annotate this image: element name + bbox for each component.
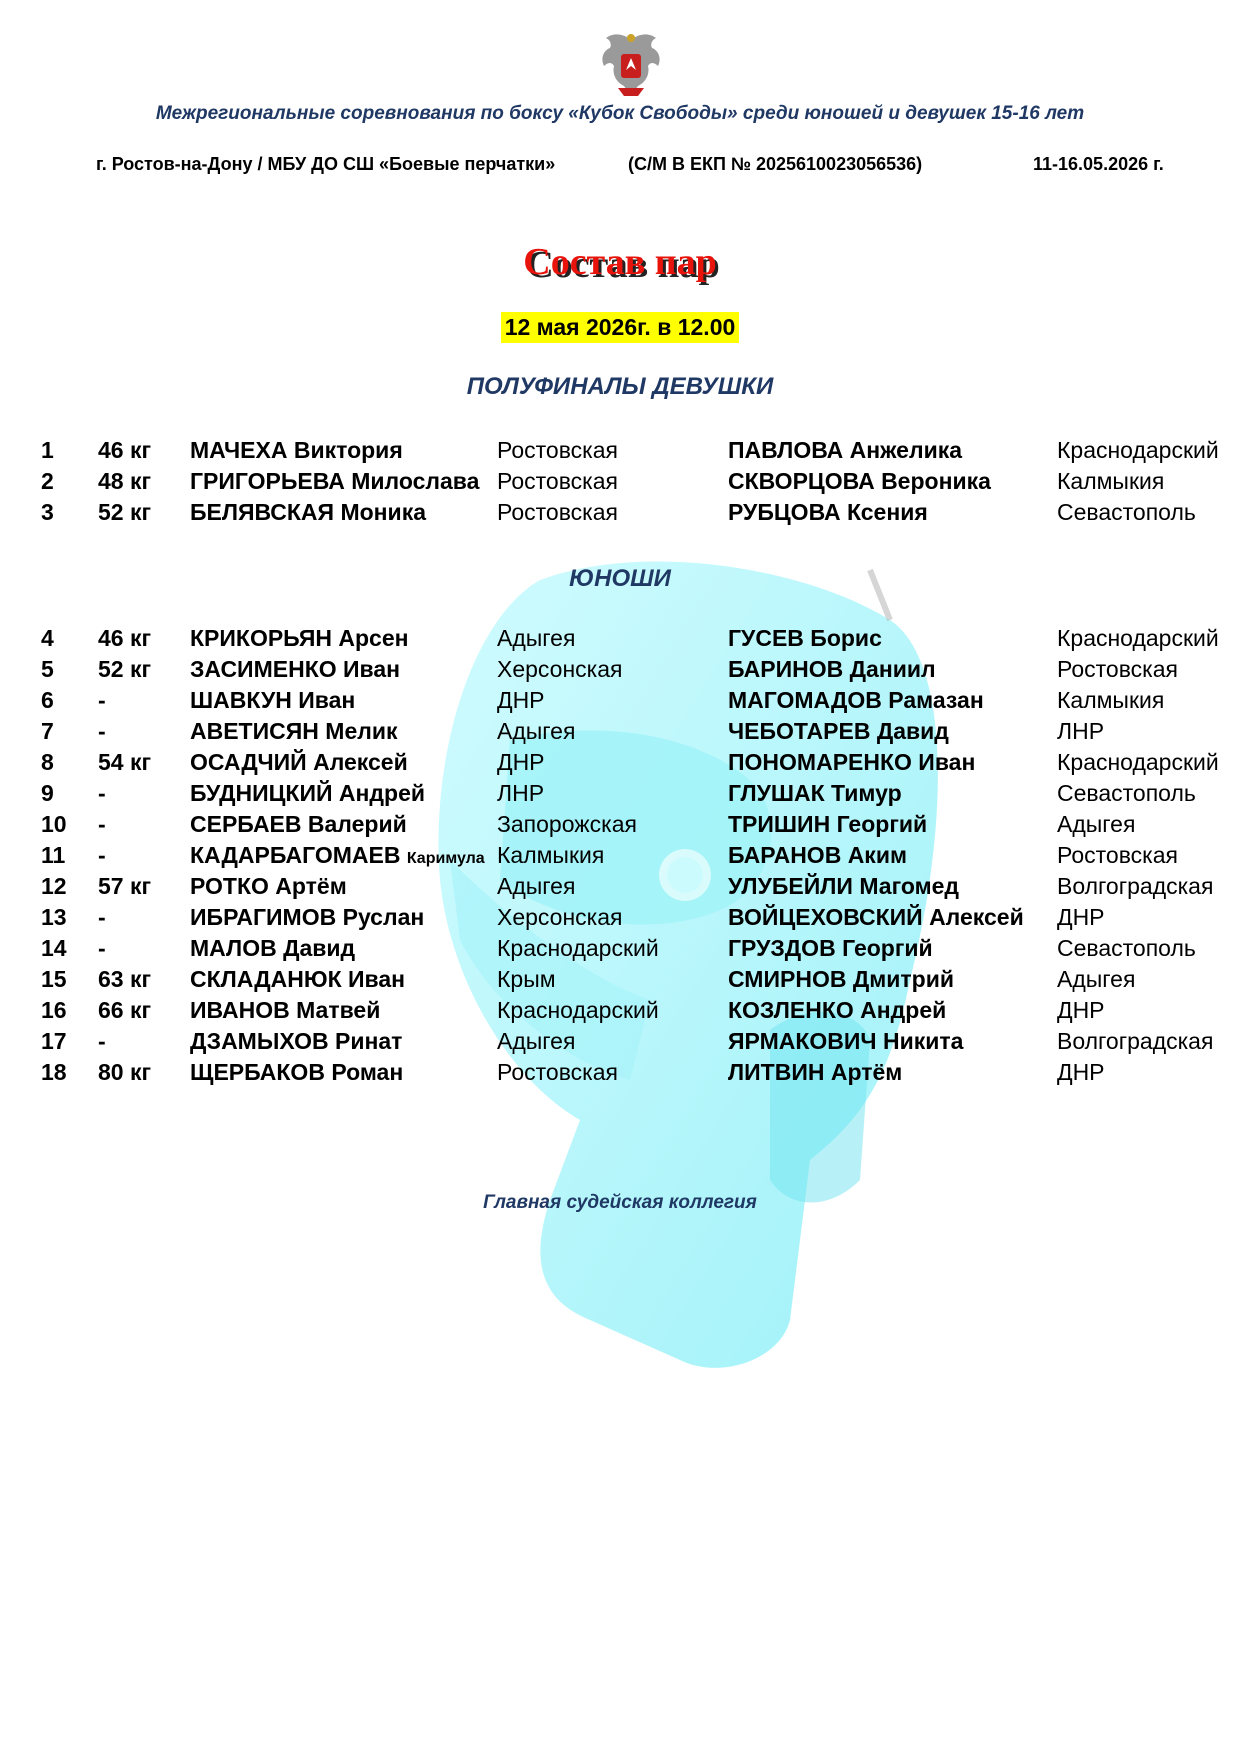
bout-number: 18 xyxy=(41,1059,67,1085)
bout-row xyxy=(0,1059,1240,1090)
blue-corner-region: Севастополь xyxy=(1057,499,1196,525)
bout-number: 7 xyxy=(41,718,54,744)
bout-row xyxy=(0,437,1240,468)
red-corner-region: Адыгея xyxy=(497,718,576,744)
section-heading-girls-semifinals: ПОЛУФИНАЛЫ ДЕВУШКИ xyxy=(466,373,774,400)
weight-class: 57 кг xyxy=(98,873,152,899)
bout-row xyxy=(0,966,1240,997)
red-corner-region: Ростовская xyxy=(497,437,618,463)
red-corner-boxer: МАЛОВ Давид xyxy=(190,935,356,961)
weight-class: 54 кг xyxy=(98,749,152,775)
session-date-wrapper xyxy=(0,312,1240,343)
red-corner-region: Херсонская xyxy=(497,904,623,930)
blue-corner-boxer: ЯРМАКОВИЧ Никита xyxy=(728,1028,964,1054)
bout-number: 1 xyxy=(41,437,54,463)
event-location: г. Ростов-на-Дону / МБУ ДО СШ «Боевые перчатки» xyxy=(96,154,556,174)
blue-corner-boxer: КОЗЛЕНКО Андрей xyxy=(728,997,947,1023)
red-corner-boxer: СКЛАДАНЮК Иван xyxy=(190,966,406,992)
bout-number: 2 xyxy=(41,468,54,494)
red-corner-boxer: ОСАДЧИЙ Алексей xyxy=(190,749,408,775)
document-title: Состав пар xyxy=(523,241,717,283)
red-corner-region: Адыгея xyxy=(497,625,576,651)
blue-corner-region: Краснодарский xyxy=(1057,749,1219,775)
blue-corner-region: Адыгея xyxy=(1057,811,1136,837)
blue-corner-boxer: ТРИШИН Георгий xyxy=(728,811,928,837)
red-corner-region: Краснодарский xyxy=(497,935,659,961)
blue-corner-boxer: УЛУБЕЙЛИ Магомед xyxy=(728,873,959,899)
blue-corner-region: Калмыкия xyxy=(1057,687,1165,713)
weight-class: 48 кг xyxy=(98,468,152,494)
blue-corner-region: ЛНР xyxy=(1057,718,1105,744)
blue-corner-boxer: БАРИНОВ Даниил xyxy=(728,656,936,682)
weight-class: - xyxy=(98,904,106,930)
ekp-number: (С/М В ЕКП № 2025610023056536) xyxy=(628,154,923,174)
red-corner-boxer: ГРИГОРЬЕВА Милослава xyxy=(190,468,480,494)
red-corner-region: ДНР xyxy=(497,749,545,775)
bout-row xyxy=(0,811,1240,842)
bout-row xyxy=(0,625,1240,656)
red-corner-region: Крым xyxy=(497,966,556,992)
red-corner-region: Ростовская xyxy=(497,1059,618,1085)
bout-row xyxy=(0,873,1240,904)
bout-row xyxy=(0,935,1240,966)
red-corner-boxer: ИВАНОВ Матвей xyxy=(190,997,381,1023)
bout-number: 3 xyxy=(41,499,54,525)
blue-corner-region: ДНР xyxy=(1057,997,1105,1023)
bout-row xyxy=(0,468,1240,499)
blue-corner-boxer: СМИРНОВ Дмитрий xyxy=(728,966,954,992)
red-corner-boxer: БУДНИЦКИЙ Андрей xyxy=(190,780,425,806)
russian-double-headed-eagle-emblem xyxy=(598,30,664,102)
red-corner-region: Запорожская xyxy=(497,811,637,837)
bout-row xyxy=(0,656,1240,687)
weight-class: 52 кг xyxy=(98,499,152,525)
bout-number: 5 xyxy=(41,656,54,682)
red-corner-boxer-surname: КАДАРБАГОМАЕВ xyxy=(190,842,401,868)
event-title: Межрегиональные соревнования по боксу «Кубок Свободы» среди юношей и девушек 15-16 лет xyxy=(155,103,1085,124)
red-corner-region: ЛНР xyxy=(497,780,545,806)
blue-corner-region: Калмыкия xyxy=(1057,468,1165,494)
red-corner-boxer: АВЕТИСЯН Мелик xyxy=(190,718,398,744)
blue-corner-boxer: ГРУЗДОВ Георгий xyxy=(728,935,933,961)
chief-judges-panel: Главная судейская коллегия xyxy=(483,1192,757,1213)
blue-corner-boxer: МАГОМАДОВ Рамазан xyxy=(728,687,984,713)
blue-corner-region: Ростовская xyxy=(1057,842,1178,868)
weight-class: 66 кг xyxy=(98,997,152,1023)
red-corner-region: Адыгея xyxy=(497,1028,576,1054)
weight-class: - xyxy=(98,842,106,868)
blue-corner-boxer: БАРАНОВ Аким xyxy=(728,842,907,868)
weight-class: - xyxy=(98,687,106,713)
session-date: 12 мая 2026г. в 12.00 xyxy=(501,312,740,343)
red-corner-boxer: ЩЕРБАКОВ Роман xyxy=(190,1059,404,1085)
weight-class: - xyxy=(98,935,106,961)
bout-number: 6 xyxy=(41,687,54,713)
bout-number: 13 xyxy=(41,904,67,930)
bout-row xyxy=(0,749,1240,780)
red-corner-boxer: РОТКО Артём xyxy=(190,873,347,899)
red-corner-region: Краснодарский xyxy=(497,997,659,1023)
bout-number: 15 xyxy=(41,966,67,992)
blue-corner-boxer: ГЛУШАК Тимур xyxy=(728,780,902,806)
bout-row xyxy=(0,780,1240,811)
red-corner-boxer: МАЧЕХА Виктория xyxy=(190,437,403,463)
weight-class: 52 кг xyxy=(98,656,152,682)
bout-number: 11 xyxy=(41,842,66,868)
red-corner-boxer: ДЗАМЫХОВ Ринат xyxy=(190,1028,403,1054)
weight-class: - xyxy=(98,718,106,744)
red-corner-region: ДНР xyxy=(497,687,545,713)
blue-corner-region: Адыгея xyxy=(1057,966,1136,992)
red-corner-boxer: БЕЛЯВСКАЯ Моника xyxy=(190,499,426,525)
blue-corner-region: Краснодарский xyxy=(1057,437,1219,463)
blue-corner-boxer: ЛИТВИН Артём xyxy=(728,1059,903,1085)
red-corner-boxer: ИБРАГИМОВ Руслан xyxy=(190,904,425,930)
blue-corner-region: Ростовская xyxy=(1057,656,1178,682)
red-corner-region: Ростовская xyxy=(497,468,618,494)
blue-corner-region: Севастополь xyxy=(1057,935,1196,961)
blue-corner-boxer: СКВОРЦОВА Вероника xyxy=(728,468,991,494)
bout-row xyxy=(0,904,1240,935)
bout-row xyxy=(0,842,1240,873)
blue-corner-boxer: ПОНОМАРЕНКО Иван xyxy=(728,749,976,775)
red-corner-boxer-given-name: Каримула xyxy=(406,850,485,867)
event-dates: 11-16.05.2026 г. xyxy=(1033,154,1164,174)
blue-corner-boxer: ЧЕБОТАРЕВ Давид xyxy=(728,718,949,744)
bout-row xyxy=(0,499,1240,530)
blue-corner-region: Волгоградская xyxy=(1057,873,1214,899)
bout-row xyxy=(0,997,1240,1028)
bout-number: 9 xyxy=(41,780,54,806)
blue-corner-region: ДНР xyxy=(1057,904,1105,930)
bout-row xyxy=(0,687,1240,718)
weight-class: 46 кг xyxy=(98,625,152,651)
blue-corner-region: Краснодарский xyxy=(1057,625,1219,651)
blue-corner-region: Севастополь xyxy=(1057,780,1196,806)
weight-class: - xyxy=(98,1028,106,1054)
bout-number: 16 xyxy=(41,997,67,1023)
weight-class: 80 кг xyxy=(98,1059,152,1085)
blue-corner-region: ДНР xyxy=(1057,1059,1105,1085)
bout-row xyxy=(0,718,1240,749)
bout-number: 4 xyxy=(41,625,54,651)
blue-corner-boxer: ПАВЛОВА Анжелика xyxy=(728,437,963,463)
weight-class: - xyxy=(98,811,106,837)
bout-number: 17 xyxy=(41,1028,67,1054)
bout-number: 14 xyxy=(41,935,67,961)
bout-row xyxy=(0,1028,1240,1059)
blue-corner-boxer: ВОЙЦЕХОВСКИЙ Алексей xyxy=(728,904,1024,930)
red-corner-region: Адыгея xyxy=(497,873,576,899)
red-corner-region: Херсонская xyxy=(497,656,623,682)
weight-class: 46 кг xyxy=(98,437,152,463)
red-corner-boxer: СЕРБАЕВ Валерий xyxy=(190,811,407,837)
weight-class: 63 кг xyxy=(98,966,152,992)
bout-number: 8 xyxy=(41,749,54,775)
red-corner-region: Ростовская xyxy=(497,499,618,525)
blue-corner-boxer: ГУСЕВ Борис xyxy=(728,625,882,651)
bout-number: 10 xyxy=(41,811,67,837)
bout-number: 12 xyxy=(41,873,67,899)
blue-corner-region: Волгоградская xyxy=(1057,1028,1214,1054)
weight-class: - xyxy=(98,780,106,806)
red-corner-boxer: ЗАСИМЕНКО Иван xyxy=(190,656,401,682)
blue-corner-boxer: РУБЦОВА Ксения xyxy=(728,499,928,525)
red-corner-boxer xyxy=(190,842,485,869)
section-heading-boys: ЮНОШИ xyxy=(569,565,671,592)
red-corner-boxer: ШАВКУН Иван xyxy=(190,687,356,713)
red-corner-boxer: КРИКОРЬЯН Арсен xyxy=(190,625,409,651)
red-corner-region: Калмыкия xyxy=(497,842,605,868)
